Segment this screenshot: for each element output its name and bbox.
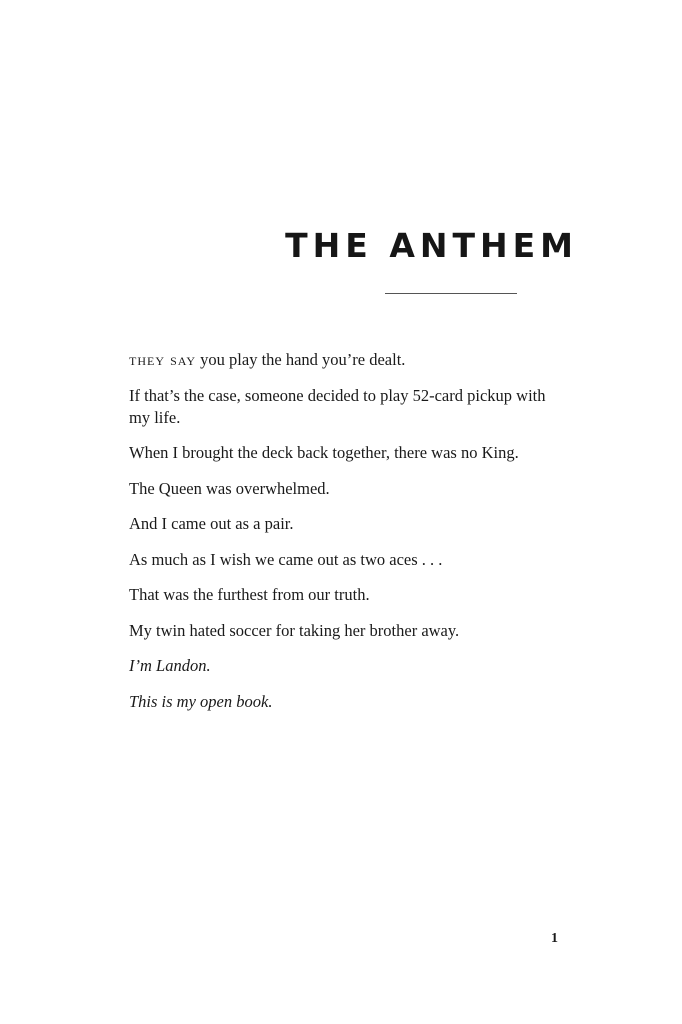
title-divider bbox=[385, 293, 517, 294]
chapter-body bbox=[129, 349, 569, 726]
paragraph-5: And I came out as a pair. bbox=[129, 514, 294, 533]
paragraph-10: This is my open book. bbox=[129, 691, 273, 711]
paragraph-7: That was the furthest from our truth. bbox=[129, 585, 370, 604]
paragraph-1 bbox=[129, 349, 569, 371]
chapter-title: THE ANTHEM bbox=[285, 226, 578, 265]
paragraph-9: I’m Landon. bbox=[129, 656, 211, 675]
paragraph-1-text: you play the hand you’re dealt. bbox=[196, 350, 406, 369]
paragraph-2: If that’s the case, someone decided to play 52-card pickup with my life. bbox=[129, 385, 546, 427]
lead-in-small-caps: they say bbox=[129, 350, 197, 369]
paragraph-4: The Queen was overwhelmed. bbox=[129, 478, 330, 498]
paragraph-6: As much as I wish we came out as two aces . . . bbox=[129, 549, 443, 569]
page-number: 1 bbox=[551, 931, 558, 946]
paragraph-3: When I brought the deck back together, there was no King. bbox=[129, 443, 519, 462]
paragraph-8: My twin hated soccer for taking her brother away. bbox=[129, 620, 460, 640]
